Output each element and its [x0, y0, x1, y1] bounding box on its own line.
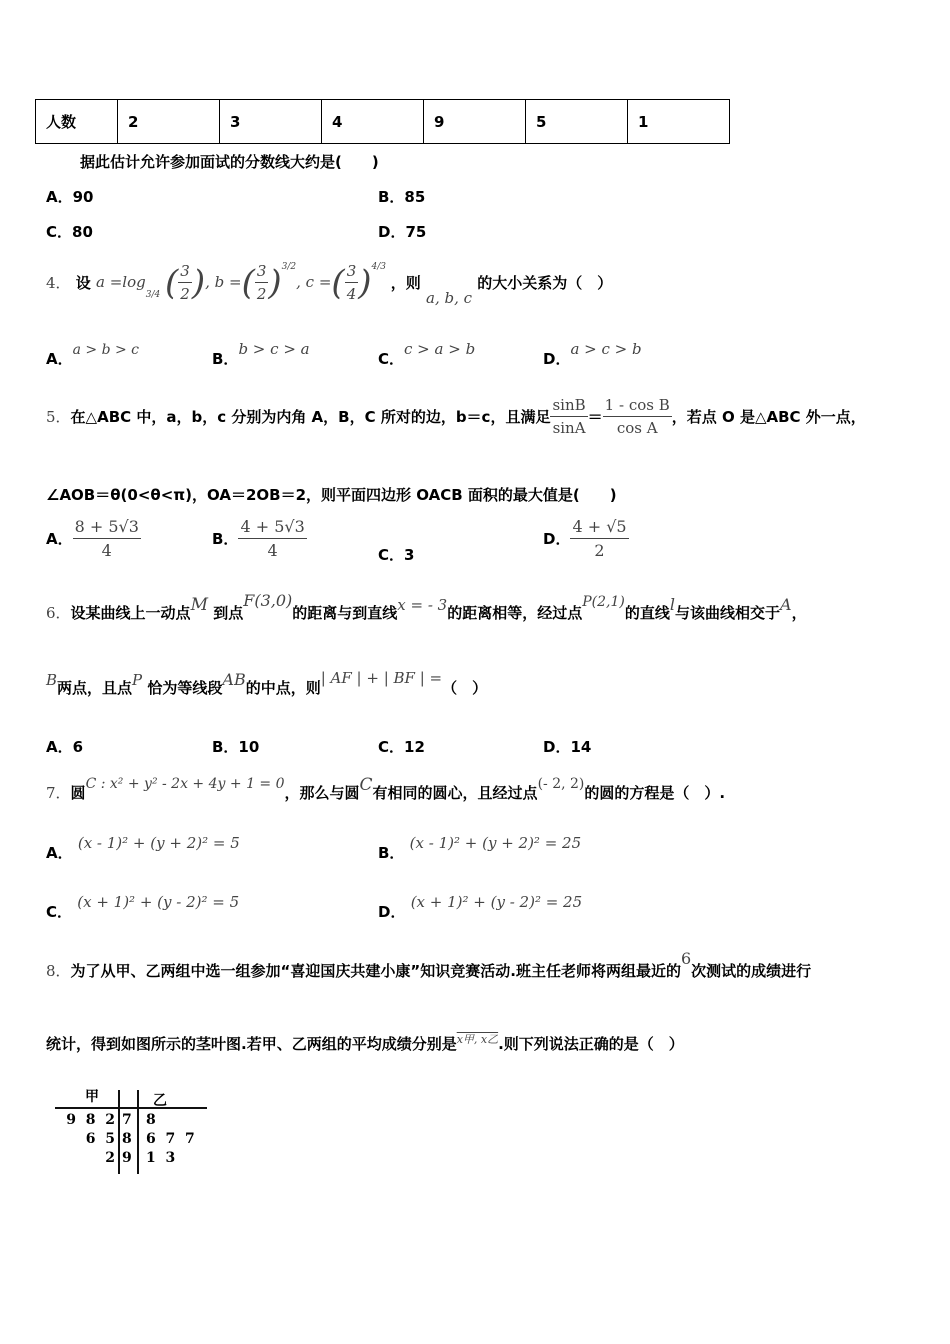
- option-value: (x + 1)² + (y - 2)² = 25: [410, 893, 583, 911]
- q4-option-b: [212, 340, 310, 369]
- fraction-numerator: 4 + 5√3: [238, 517, 306, 539]
- table-cell: 1: [628, 100, 730, 144]
- stem-leaf-divider-left: [118, 1090, 120, 1174]
- question-5-line1: [46, 396, 866, 437]
- leaf-right: 6 7 7: [146, 1131, 195, 1147]
- q4-text: 设: [75, 274, 91, 292]
- q6-math: B: [46, 671, 58, 689]
- q5-option-a: [46, 517, 141, 560]
- fraction-denominator: sinA: [552, 419, 586, 437]
- stem-leaf-plot: [55, 1086, 215, 1176]
- option-value: [73, 517, 141, 560]
- leaf-right: 8: [146, 1112, 156, 1128]
- leaf-left: 6 5: [85, 1131, 115, 1147]
- q6-number: 6．: [46, 604, 71, 622]
- q4-option-a: [46, 340, 139, 369]
- option-value: [570, 517, 628, 560]
- q7-option-b: [378, 832, 582, 862]
- q4-vars: a, b, c: [426, 289, 473, 307]
- q6-text: 设某曲线上一动点: [70, 604, 191, 622]
- leaf-right: 1 3: [146, 1150, 176, 1166]
- option-label: B．: [212, 530, 239, 548]
- q4-text: ，则: [390, 274, 421, 292]
- q8-text: 次测试的成绩进行: [691, 962, 812, 980]
- q7-point: (- 2, 2): [537, 776, 585, 792]
- q4-option-c: [378, 340, 475, 369]
- option-value: c > a > b: [404, 340, 476, 358]
- option-value: (x - 1)² + (y + 2)² = 5: [77, 834, 240, 852]
- q6-math: P(2,1): [582, 594, 625, 610]
- q5-text: ，若点 O 是△ABC 外一点，: [671, 408, 866, 426]
- question-6-line2: [46, 669, 488, 698]
- fraction-denominator: 2: [594, 541, 605, 560]
- q5-option-b: [212, 517, 307, 560]
- option-label: D．: [543, 530, 571, 548]
- option-label: A．: [46, 350, 73, 368]
- q6-math: AB: [222, 670, 246, 689]
- option-value: (x - 1)² + (y + 2)² = 25: [409, 834, 582, 852]
- q5-option-d: [543, 517, 629, 560]
- q7-option-c: [46, 891, 240, 921]
- stem-leaf-divider-right: [137, 1090, 139, 1174]
- q6-text: 恰为等线段: [147, 679, 223, 697]
- option-value: a > c > b: [570, 340, 642, 358]
- q6-option-a: A．6: [46, 738, 84, 756]
- q6-option-d: D．14: [543, 738, 592, 756]
- q6-text: 与该曲线相交于: [675, 604, 781, 622]
- q8-text: .则下列说法正确的是（ ）: [498, 1035, 684, 1053]
- q5-fraction-cos: [603, 396, 672, 437]
- table-row: [36, 100, 730, 144]
- q5-equals: ＝: [587, 408, 603, 426]
- q7-number: 7．: [46, 784, 71, 802]
- q3-option-d: D．75: [378, 223, 427, 241]
- question-8-line1: [46, 949, 812, 981]
- q8-text: 为了从甲、乙两组中选一组参加“喜迎国庆共建小康”知识竞赛活动.班主任老师将两组最近的: [70, 962, 681, 980]
- q6-text: 到点: [213, 604, 244, 622]
- table-cell: 9: [424, 100, 526, 144]
- q8-number: 8．: [46, 962, 71, 980]
- table-cell: 3: [220, 100, 322, 144]
- q8-means: x甲, x乙: [456, 1033, 499, 1046]
- q5-fraction-sin: [550, 396, 587, 437]
- fraction-numerator: 4 + √5: [570, 517, 628, 539]
- q7-text: ，那么与圆: [284, 784, 360, 802]
- fraction-denominator: 4: [101, 541, 112, 560]
- q6-text: （ ）: [442, 679, 488, 697]
- option-label: A．: [46, 530, 73, 548]
- q8-math: 6: [680, 949, 692, 968]
- fraction-numerator: 8 + 5√3: [73, 517, 141, 539]
- q7-text: 圆: [70, 784, 86, 802]
- question-8-line2: [46, 1033, 684, 1054]
- table-cell: 4: [322, 100, 424, 144]
- option-value: a > b > c: [72, 342, 140, 358]
- q7-circle-equation: C : x² + y² - 2x + 4y + 1 = 0: [85, 776, 285, 792]
- q4-option-d: [543, 340, 642, 369]
- stem-leaf-header-line: [55, 1107, 207, 1109]
- stem-leaf-header-right: 乙: [153, 1093, 167, 1109]
- option-label: B．: [212, 350, 239, 368]
- q7-math: C: [359, 775, 373, 795]
- stem-value: 8: [122, 1131, 132, 1147]
- q3-stem: 据此估计允许参加面试的分数线大约是( ): [80, 153, 379, 171]
- option-label: C．: [378, 350, 405, 368]
- option-label: D．: [543, 350, 571, 368]
- option-label: D．: [378, 903, 406, 921]
- stem-value: 9: [122, 1150, 132, 1166]
- option-label: B．: [378, 844, 405, 862]
- fraction-numerator: sinB: [550, 396, 587, 417]
- q6-text: 两点，且点: [57, 679, 133, 697]
- q3-option-b: B．85: [378, 188, 426, 206]
- q7-text: 的圆的方程是（ ）.: [584, 784, 726, 802]
- option-label: A．: [46, 844, 73, 862]
- q6-text: 的中点，则: [245, 679, 321, 697]
- q6-text: 的直线: [624, 604, 670, 622]
- fraction-denominator: cos A: [616, 419, 658, 437]
- q3-option-a: A．90: [46, 188, 94, 206]
- option-label: C．: [46, 903, 73, 921]
- table-cell: 人数: [36, 100, 118, 144]
- table-cell: 2: [118, 100, 220, 144]
- q3-option-c: C．80: [46, 223, 93, 241]
- q6-math: l: [669, 595, 675, 614]
- stem-value: 7: [122, 1112, 132, 1128]
- q4-formula: $a =\log_{3/4}$ ( $\frac{3}{2}$ ), b =( $\frac{3}{2}$ )$^{3/2}$, c =( $\frac{3}{4}$ )$^{4/3}$: [96, 261, 386, 303]
- score-table: [35, 99, 730, 144]
- table-cell: 5: [526, 100, 628, 144]
- q7-option-d: [378, 891, 583, 921]
- question-4: [46, 262, 612, 312]
- question-6-line1: [46, 591, 807, 623]
- q7-text: 有相同的圆心，且经过点: [372, 784, 538, 802]
- q6-option-b: B．10: [212, 738, 260, 756]
- q6-option-c: C．12: [378, 738, 425, 756]
- option-value: (x + 1)² + (y - 2)² = 5: [77, 893, 240, 911]
- q6-math: P: [132, 671, 143, 689]
- q4-text: 的大小关系为（ ）: [477, 274, 613, 292]
- q6-text: 的距离相等，经过点: [447, 604, 583, 622]
- q6-math: F(3,0): [243, 591, 293, 610]
- q6-math: M: [190, 595, 208, 615]
- leaf-left: 2: [105, 1150, 115, 1166]
- q7-option-a: [46, 832, 240, 862]
- stem-leaf-header-left: 甲: [85, 1089, 99, 1105]
- leaf-left: 9 8 2: [66, 1112, 115, 1128]
- fraction-numerator: 1 - cos B: [603, 396, 672, 417]
- option-value: [238, 517, 306, 560]
- q8-text: 统计，得到如图所示的茎叶图.若甲、乙两组的平均成绩分别是: [46, 1035, 457, 1053]
- q6-math: A: [780, 595, 792, 614]
- q5-option-c: C．3: [378, 546, 415, 564]
- fraction-denominator: 4: [267, 541, 278, 560]
- q6-text: 的距离与到直线: [292, 604, 398, 622]
- q6-text: ，: [791, 604, 807, 622]
- question-5-line2: ∠AOB＝θ(0<θ<π)，OA＝2OB＝2，则平面四边形 OACB 面积的最大值是( ): [46, 486, 617, 504]
- option-value: b > c > a: [238, 340, 310, 358]
- q6-math: | AF | + | BF | =: [320, 669, 443, 687]
- q6-math: x = - 3: [397, 596, 448, 614]
- q4-number: 4．: [46, 274, 71, 292]
- q5-text: 在△ABC 中，a，b，c 分别为内角 A，B，C 所对的边，b＝c，且满足: [70, 408, 551, 426]
- q5-number: 5．: [46, 408, 71, 426]
- question-7: [46, 775, 726, 803]
